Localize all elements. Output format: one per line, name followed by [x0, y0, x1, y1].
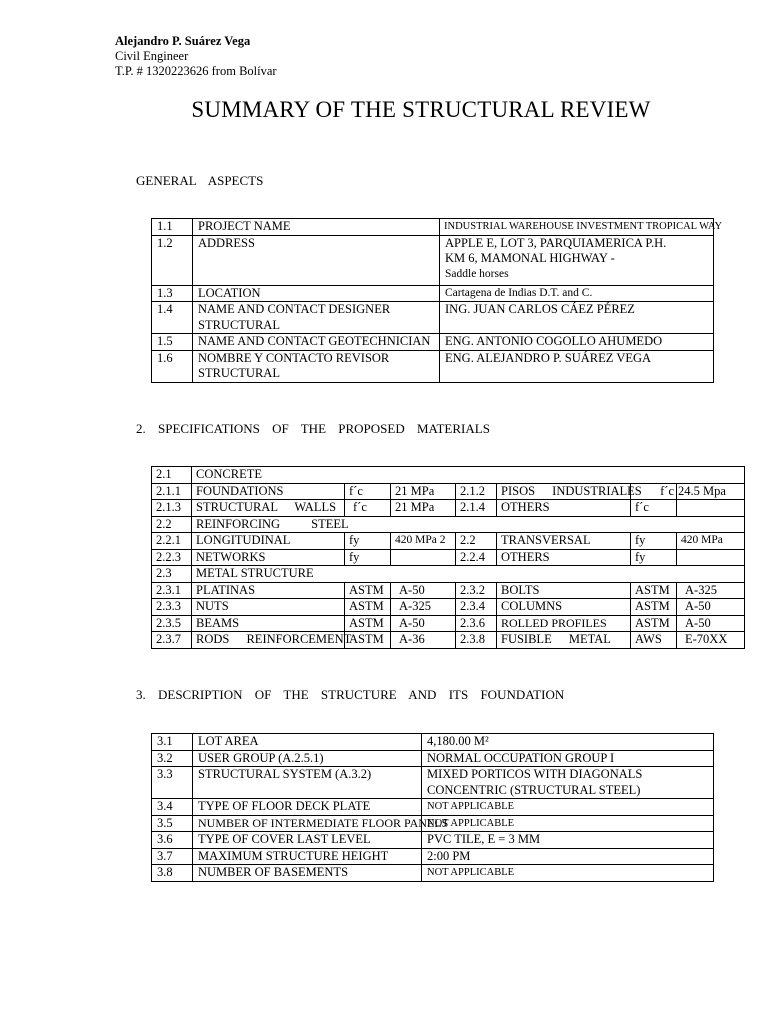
item-value: 420 MPa 2: [391, 533, 456, 550]
table-row: [152, 219, 714, 236]
row-label: METAL STRUCTURE: [192, 566, 745, 583]
item-label: NETWORKS: [192, 549, 345, 566]
row-value: [440, 235, 714, 285]
row-number: 1.1: [152, 219, 193, 236]
label-line-2: STRUCTURAL: [198, 317, 280, 332]
item-property: fy: [631, 533, 677, 550]
row-value: 4,180.00 M²: [422, 734, 714, 751]
author-name: Alejandro P. Suárez Vega: [115, 34, 251, 48]
general-aspects-table: [151, 218, 723, 383]
label-line-1: NAME AND CONTACT DESIGNER: [198, 302, 391, 316]
table-row: [152, 750, 714, 767]
item-number: 2.3.7: [152, 632, 192, 649]
section-2-heading: 2. SPECIFICATIONS OF THE PROPOSED MATERIALS: [136, 421, 490, 436]
item-label: PISOS INDUSTRIALES: [497, 483, 631, 500]
item-label: COLUMNS: [497, 599, 631, 616]
table-row: [152, 848, 714, 865]
item-property: AWS: [631, 632, 677, 649]
structure-description-table: [151, 733, 714, 882]
table-row: [152, 533, 745, 550]
item-value: 420 MPa: [677, 533, 745, 550]
section-1-heading: GENERAL ASPECTS: [136, 173, 264, 188]
row-value: [422, 767, 714, 799]
item-value: [677, 500, 745, 517]
row-label: USER GROUP (A.2.5.1): [193, 750, 422, 767]
row-value: INDUSTRIAL WAREHOUSE INVESTMENT TROPICAL WAY: [440, 219, 714, 236]
table-row: [152, 832, 714, 849]
item-property: ASTM: [631, 599, 677, 616]
item-number: 2.2.4: [456, 549, 497, 566]
row-label: NUMBER OF BASEMENTS: [193, 865, 422, 882]
table-row: [152, 516, 745, 533]
item-property: f´c: [345, 483, 391, 500]
item-number: 2.1.3: [152, 500, 192, 517]
row-number: 1.3: [152, 285, 193, 302]
row-number: 2.2: [152, 516, 192, 533]
table-row: [152, 483, 745, 500]
row-label: PROJECT NAME: [193, 219, 440, 236]
row-label: STRUCTURAL SYSTEM (A.3.2): [193, 767, 422, 799]
label-line-2: STRUCTURAL: [198, 366, 280, 380]
item-number: 2.1.2: [456, 483, 497, 500]
address-line-1: APPLE E, LOT 3, PARQUIAMERICA P.H.: [445, 235, 667, 250]
item-value: 21 MPa: [391, 483, 456, 500]
item-property: ASTM: [631, 615, 677, 632]
row-label: TYPE OF FLOOR DECK PLATE: [193, 799, 422, 816]
row-value: NOT APPLICABLE: [422, 815, 714, 832]
row-value: ING. JUAN CARLOS CÁEZ PÉREZ: [440, 302, 714, 334]
value-line-1: MIXED PORTICOS WITH DIAGONALS: [427, 767, 643, 781]
address-line-2: KM 6, MAMONAL HIGHWAY -: [445, 251, 615, 265]
item-value: A-50: [391, 615, 456, 632]
item-value: [677, 549, 745, 566]
row-number: 3.5: [152, 815, 193, 832]
author-profession: Civil Engineer: [115, 49, 189, 63]
author-block: [115, 34, 277, 79]
item-value: A-50: [677, 599, 745, 616]
item-value: A-36: [391, 632, 456, 649]
table-row: [152, 865, 714, 882]
item-number: 2.2.1: [152, 533, 192, 550]
row-value: NOT APPLICABLE: [422, 799, 714, 816]
item-value: E-70XX: [677, 632, 745, 649]
section-3-heading: 3. DESCRIPTION OF THE STRUCTURE AND ITS FOUNDATION: [136, 687, 565, 702]
materials-table: [151, 466, 745, 649]
row-number: 1.2: [152, 235, 193, 285]
table-row: [152, 767, 714, 799]
row-label: LOCATION: [193, 285, 440, 302]
table-row: [152, 734, 714, 751]
row-label: REINFORCING STEEL: [192, 516, 745, 533]
item-property: f´c: [345, 500, 391, 517]
row-value: ENG. ANTONIO COGOLLO AHUMEDO: [440, 334, 714, 351]
row-number: 3.8: [152, 865, 193, 882]
item-property: ASTM: [345, 599, 391, 616]
table-row: [152, 815, 714, 832]
item-label: OTHERS: [497, 549, 631, 566]
row-number: 3.6: [152, 832, 193, 849]
table-row: [152, 549, 745, 566]
row-value: ENG. ALEJANDRO P. SUÁREZ VEGA: [440, 350, 714, 382]
item-property: fy: [345, 549, 391, 566]
item-number: 2.2.3: [152, 549, 192, 566]
table-row: [152, 350, 714, 382]
item-property: fy: [631, 549, 677, 566]
row-label: ADDRESS: [193, 235, 440, 285]
row-number: 2.1: [152, 467, 192, 484]
item-number: 2.3.4: [456, 599, 497, 616]
item-label: ROLLED PROFILES: [497, 615, 631, 632]
item-value: A-50: [391, 582, 456, 599]
item-label: LONGITUDINAL: [192, 533, 345, 550]
value-line-2: CONCENTRIC (STRUCTURAL STEEL): [427, 782, 641, 797]
table-row: [152, 285, 714, 302]
row-label: CONCRETE: [192, 467, 745, 484]
row-label: TYPE OF COVER LAST LEVEL: [193, 832, 422, 849]
item-label: OTHERS: [497, 500, 631, 517]
table-row: [152, 500, 745, 517]
row-label: MAXIMUM STRUCTURE HEIGHT: [193, 848, 422, 865]
address-line-3: Saddle horses: [445, 267, 509, 280]
row-number: 2.3: [152, 566, 192, 583]
table-row: [152, 467, 745, 484]
item-number: 2.1.1: [152, 483, 192, 500]
author-license: T.P. # 1320223626 from Bolívar: [115, 64, 277, 78]
row-number: 3.3: [152, 767, 193, 799]
item-number: 2.1.4: [456, 500, 497, 517]
item-number: 2.3.6: [456, 615, 497, 632]
table-row: [152, 566, 745, 583]
row-label: LOT AREA: [193, 734, 422, 751]
document-title: SUMMARY OF THE STRUCTURAL REVIEW: [191, 97, 651, 122]
row-number: 1.6: [152, 350, 193, 382]
item-label: BEAMS: [192, 615, 345, 632]
row-label: [193, 350, 440, 382]
row-number: 3.2: [152, 750, 193, 767]
item-value: A-325: [677, 582, 745, 599]
row-value: 2:00 PM: [422, 848, 714, 865]
item-label: BOLTS: [497, 582, 631, 599]
item-number: 2.3.5: [152, 615, 192, 632]
item-property: f´c: [631, 483, 677, 500]
item-label: NUTS: [192, 599, 345, 616]
item-value: A-50: [677, 615, 745, 632]
item-value: A-325: [391, 599, 456, 616]
item-number: 2.3.1: [152, 582, 192, 599]
row-value: PVC TILE, E = 3 MM: [422, 832, 714, 849]
item-property: ASTM: [345, 582, 391, 599]
row-label: [193, 302, 440, 334]
item-label: TRANSVERSAL: [497, 533, 631, 550]
table-row: [152, 799, 714, 816]
row-value: NORMAL OCCUPATION GROUP I: [422, 750, 714, 767]
table-row: [152, 582, 745, 599]
row-label: NUMBER OF INTERMEDIATE FLOOR PANELS: [193, 815, 422, 832]
item-label: STRUCTURAL WALLS: [192, 500, 345, 517]
row-label: NAME AND CONTACT GEOTECHNICIAN: [193, 334, 440, 351]
item-value: 21 MPa: [391, 500, 456, 517]
item-property: fy: [345, 533, 391, 550]
table-row: [152, 334, 714, 351]
table-row: [152, 235, 714, 285]
row-number: 1.4: [152, 302, 193, 334]
item-number: 2.2: [456, 533, 497, 550]
item-property: ASTM: [345, 632, 391, 649]
table-row: [152, 302, 714, 334]
row-number: 3.1: [152, 734, 193, 751]
item-property: ASTM: [631, 582, 677, 599]
item-label: PLATINAS: [192, 582, 345, 599]
item-value: [391, 549, 456, 566]
item-property: f´c: [631, 500, 677, 517]
row-value: Cartagena de Indias D.T. and C.: [440, 285, 714, 302]
row-number: 3.4: [152, 799, 193, 816]
item-number: 2.3.2: [456, 582, 497, 599]
item-label: FUSIBLE METAL: [497, 632, 631, 649]
table-row: [152, 632, 745, 649]
item-property: ASTM: [345, 615, 391, 632]
row-value: NOT APPLICABLE: [422, 865, 714, 882]
table-row: [152, 615, 745, 632]
table-row: [152, 599, 745, 616]
item-label: RODS REINFORCEMENT: [192, 632, 345, 649]
row-number: 1.5: [152, 334, 193, 351]
item-number: 2.3.3: [152, 599, 192, 616]
item-value: 24.5 Mpa: [677, 483, 745, 500]
row-number: 3.7: [152, 848, 193, 865]
item-number: 2.3.8: [456, 632, 497, 649]
item-label: FOUNDATIONS: [192, 483, 345, 500]
label-line-1: NOMBRE Y CONTACTO REVISOR: [198, 350, 390, 365]
